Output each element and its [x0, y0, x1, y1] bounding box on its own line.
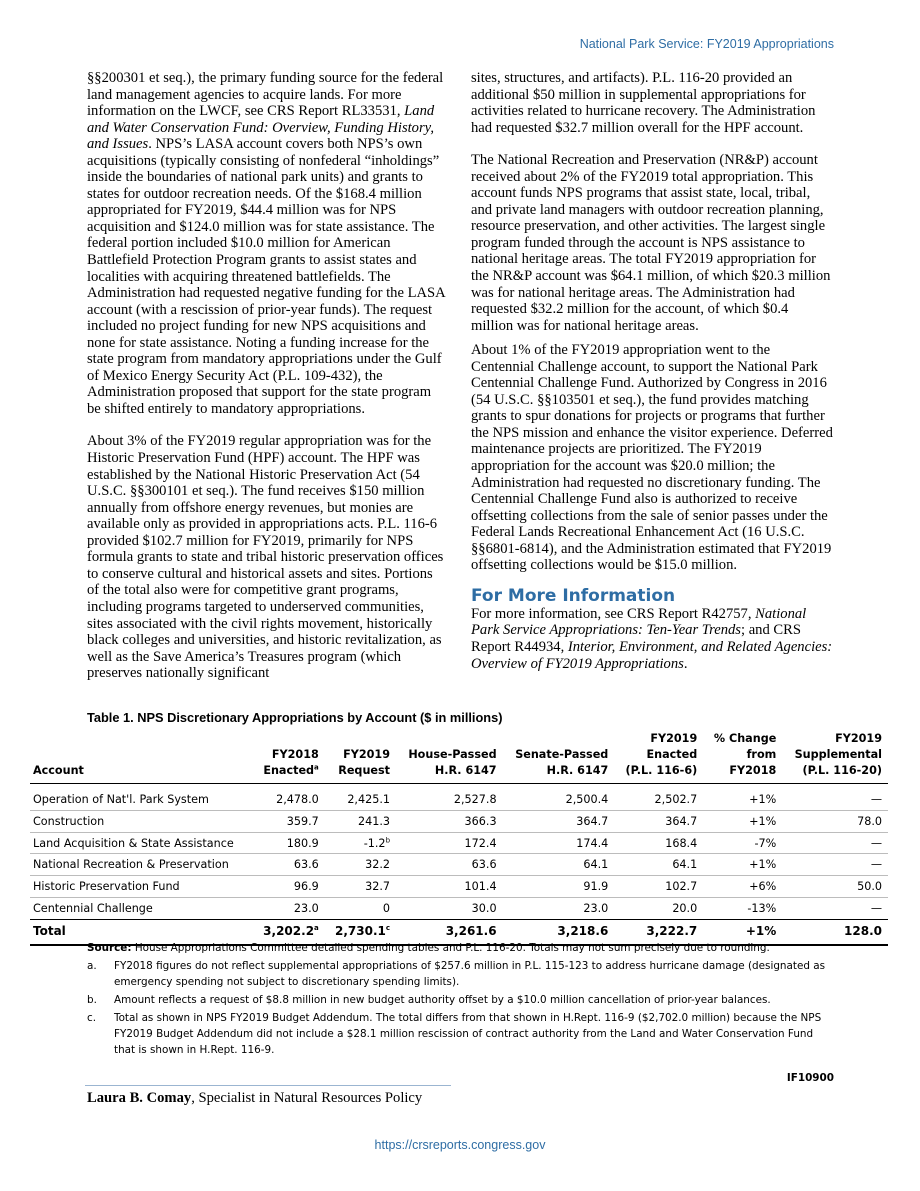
- paragraph-lwcf: §§200301 et seq.), the primary funding source for the federal land management agencies to acquire lands. For more information on the LWCF, see CRS Report RL33531, Land and Water Conservation Fund: Overview, Funding History, and Issues. NPS’s LASA account covers both NPS’s own acquisitions (typically consisting of nonfederal “inholdings” inside the boundaries of national park units) and grants to states for outdoor recreation needs. Of the $168.4 million appropriated for FY2019, $44.4 million was for NPS acquisition and $124.0 million was for state assistance. The federal portion included $10.0 million for American Battlefield Protection Program grants to assist states and localities with acquiring threatened battlefields. The Administration had requested negative funding for the LASA account (with a rescission of prior-year funds). The request included no project funding for new NPS acquisitions and none for state assistance. Noting a funding increase for the state program from mandatory appropriations under the Gulf of Mexico Energy Security Act (P.L. 109-432), the Administration proposed that support for the state program be shifted entirely to mandatory appropriations.: [87, 70, 445, 417]
- source-note: Source: House Appropriations Committee detailed spending tables and P.L. 116-20. Totals may not sum precisely due to rounding.: [87, 942, 770, 954]
- footnote-a: a. FY2018 figures do not reflect supplemental appropriations of $257.6 million in P.L. 115-123 to address hurricane damage (designated as emergency spending not subject to discretionary spending limits).: [87, 960, 826, 988]
- col-header-change: % Change from FY2018: [703, 728, 782, 784]
- table-row: National Recreation & Preservation 63.6 32.2 63.6 64.1 64.1 +1% —: [30, 854, 888, 876]
- col-header-fy2018: FY2018 Enacted$^a$: [253, 728, 325, 784]
- report-title-lwcf: Land and Water Conservation Fund: Overview, Funding History, and Issues: [87, 103, 435, 153]
- col-header-house: House-Passed H.R. 6147: [396, 728, 503, 784]
- table-row: Centennial Challenge 23.0 0 30.0 23.0 20.0 -13% —: [33, 901, 882, 915]
- text-column-right: [471, 70, 833, 672]
- report-title-trends: National Park Service Appropriations: Ten-Year Trends: [471, 605, 807, 639]
- report-title-overview: Interior, Environment, and Related Agencies: Overview of FY2019 Appropriations: [471, 638, 833, 672]
- text-column-left: [87, 70, 446, 682]
- table-title: Table 1. NPS Discretionary Appropriations by Account ($ in millions): [87, 710, 503, 725]
- table-row: Construction 359.7 241.3 366.3 364.7 364.7 +1% 78.0: [30, 810, 888, 832]
- footnote-c: c. Total as shown in NPS FY2019 Budget Addendum. The total differs from that shown in H.Rept. 116-9 ($2,702.0 million) because the NPS FY2019 Budget Addendum did not include a $28.1 million rescission of contract authority from the Land and Water Conservation Fund that is shown in H.Rept. 116-9.: [87, 1012, 822, 1056]
- author-divider: [85, 1085, 451, 1086]
- paragraph-more-info: For more information, see CRS Report R42757, National Park Service Appropriations: Ten-Year Trends; and CRS Report R44934, Interior, Environment, and Related Agencies: Overview of FY2019 Appropriations.: [471, 605, 833, 672]
- appropriations-table: [30, 728, 888, 946]
- paragraph-hpf: About 3% of the FY2019 regular appropriation was for the Historic Preservation Fund (HPF) account. The HPF was established by the National Historic Preservation Act (54 U.S.C. §§300101 et seq.). The fund receives $150 million annually from offshore energy revenues, but monies are available only as provided in appropriations acts. P.L. 116-6 provided $102.7 million for FY2019, primarily for NPS formula grants to state and tribal historic preservation offices to conserve cultural and historical assets and sites. Portions of the total also were for competitive grant programs, including programs targeted to underserved communities, sites associated with the civil rights movement, historically black colleges and universities, and historic revitalization, as well as the Save America’s Treasures program (which preserves nationally significant: [87, 433, 444, 682]
- report-id: IF10900: [786, 1072, 834, 1084]
- footnote-b: b. Amount reflects a request of $8.8 million in new budget authority offset by a $10.0 million cancellation of prior-year balances.: [87, 994, 771, 1006]
- table-total-row: Total 3,202.2$^a$ 2,730.1$^c$ 3,261.6 3,218.6 3,222.7 +1% 128.0: [30, 919, 888, 944]
- footer-url[interactable]: https://crsreports.congress.gov: [374, 1138, 546, 1152]
- table-row: Historic Preservation Fund 96.9 32.7 101.4 91.9 102.7 +6% 50.0: [30, 876, 888, 898]
- section-heading-more-info: For More Information: [471, 585, 676, 606]
- page-header-title: National Park Service: FY2019 Appropriations: [579, 37, 834, 51]
- col-header-senate: Senate-Passed H.R. 6147: [503, 728, 615, 784]
- table-row: Operation of Nat'l. Park System 2,478.0 2,425.1 2,527.8 2,500.4 2,502.7 +1% —: [30, 784, 888, 811]
- paragraph-nrp: The National Recreation and Preservation (NR&P) account received about 2% of the FY2019 total appropriation. This account funds NPS programs that assist state, local, tribal, and private land managers with outdoor recreation planning, resource preservation, and other activities. The largest single program funded through the account is NPS assistance to national heritage areas. The total FY2019 appropriation for the NR&P account was $64.1 million, of which $20.3 million was for national heritage areas. The Administration had requested $32.2 million for the account, of which $0.4 million was for national heritage areas.: [471, 152, 831, 334]
- paragraph-centennial: About 1% of the FY2019 appropriation went to the Centennial Challenge account, to support the National Park Centennial Challenge Fund. Authorized by Congress in 2016 (54 U.S.C. §§103501 et seq.), the fund provides matching grants to spur donations for projects or programs that further the NPS mission and enhance the visitor experience. Deferred maintenance projects are prioritized. The FY2019 appropriation for the account was $20.0 million; the Administration had requested no discretionary funding. The Centennial Challenge Fund also is authorized to receive offsetting collections from the sale of senior passes under the Federal Lands Recreational Enhancement Act (16 U.S.C. §§6801-6814), and the Administration estimated that FY2019 offsetting collections would be $15.0 million.: [471, 342, 833, 574]
- table-header-row: [30, 728, 888, 784]
- col-header-supplemental: FY2019 Supplemental (P.L. 116-20): [782, 728, 888, 784]
- author-line: Laura B. Comay, Specialist in Natural Resources Policy: [87, 1090, 423, 1106]
- table-row: Land Acquisition & State Assistance 180.9 -1.2$^b$ 172.4 174.4 168.4 -7% —: [30, 832, 888, 854]
- paragraph-hpf-cont: sites, structures, and artifacts). P.L. 116-20 provided an additional $50 million in supplemental appropriations for activities related to hurricane recovery. The Administration had requested $32.7 million overall for the HPF account.: [471, 70, 816, 136]
- table-notes: [87, 940, 837, 1058]
- col-header-request: FY2019 Request: [325, 728, 396, 784]
- col-header-account: Account: [30, 728, 253, 784]
- col-header-enacted: FY2019 Enacted (P.L. 116-6): [614, 728, 703, 784]
